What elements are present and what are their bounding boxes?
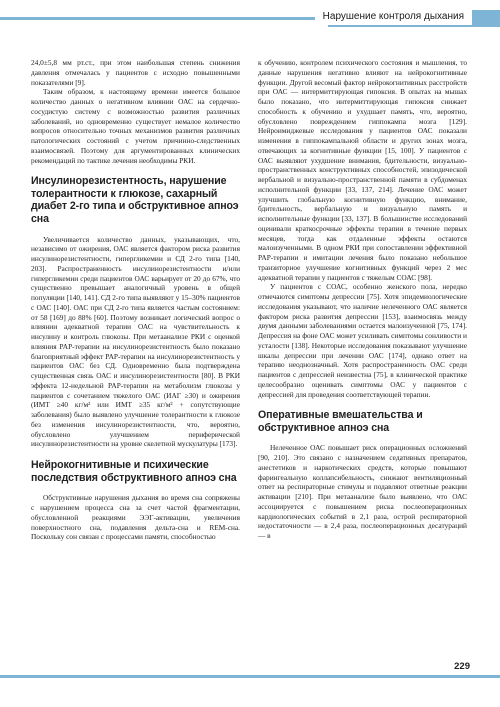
footer-rule (0, 675, 500, 678)
section-heading-surgery: Оперативные вмешательства и обструктивное апноэ сна (258, 409, 423, 434)
paragraph: 24,0±5,8 мм рт.ст., при этом наибольшая степень снижения давления отмечалась у пациентов с исходно повышенными показателями [9]. (31, 58, 240, 87)
paragraph: Нелеченное ОАС повышает риск операционных осложнений [90, 210]. Это связано с назначением седативных препаратов, анестетиков и наркотических средств, которые повышают фарингеальную коллапсибельность, снижают вентиляционный ответ на респираторные стимулы и подавляют ответные реакции активации [210]. При метаанализе было выявлено, что ОАС ассоциируется с повышением риска послеоперационных кардиологических событий в 2,1 раза, острой респираторной недостаточности — в 2,4 раза, послеоперационных десатураций — в (258, 443, 467, 541)
paragraph: Обструктивные нарушения дыхания во время сна сопряжены с нарушением процесса сна за счет частой фрагментации, обусловленной реакциями ЭЭГ-активации, увеличения поверхностного сна, подавления дельта-сна и REM-сна. Поскольку сон связан с процессами памяти, способностью (31, 493, 240, 542)
paragraph: У пациентов с СОАС, особенно женского пола, нередко отмечаются симптомы депрессии [75]. Хотя эпидемиологические исследования указывают, что наличие нелеченного ОАС является фактором риска развития депрессии [153], взаимосвязь между двумя данными заболеваниями остается малоизученной [75, 174]. Депрессия на фоне ОАС может усиливать симптомы сонливости и усталости [138]. Некоторые исследования показывают улучшение шкалы депрессии при лечении ОАС [174], однако ответ на терапию неоднозначный. Хотя распространенность ОАС среди пациентов с депрессией неизвестна [75], в клинической практике целесообразно оценивать симптомы ОАС у пациентов с депрессией для проведения соответствующей терапии. (258, 282, 467, 399)
page-number: 229 (454, 661, 470, 672)
left-column (31, 58, 240, 542)
paragraph: к обучению, контролем психического состояния и мышления, то данные нарушения негативно влияют на нейрокогнитивные функции. Другой весомый фактор нейрокогнитивных расстройств при ОАС — интермиттирующая гипоксия. В опытах на мышах было показано, что интермиттирующая гипоксия снижает способность к обучению и ухудшает память, что, вероятно, обусловлено повреждением гиппокампа мозга [129]. Нейроимиджевые исследования у пациентов ОАС показали изменения в гиппокампальной области и других зонах мозга, отвечающих за когнитивные функции [15, 100]. У пациентов с ОАС выявляют ухудшение внимания, бдительности, визуально-пространственных конструктивных способностей, эпизодической вербальной и визуально-пространственной памяти в субдоменах исполнительной функции [33, 137, 214]. Лечение ОАС может улучшить глобальную когнитивную функцию, внимание, бдительность, вербальную и визуальную память и исполнительные функции [33, 137]. В большинстве исследований оценивали краткосрочные эффекты терапии в течение первых месяцев, тогда как отдаленные эффекты остаются малоизученными. В одном РКИ при сопоставлении эффективной PAP-терапии и имитации лечения было показано небольшое транзиторное улучшение когнитивных функций через 2 мес адекватной терапии у пациентов с тяжелым СОАС [98]. (258, 58, 467, 282)
section-heading-neurocognitive: Нейрокогнитивные и психические последствия обструктивного апноэ сна (31, 459, 237, 484)
paragraph: Увеличивается количество данных, указывающих, что, независимо от ожирения, ОАС является фактором риска развития инсулинорезистентности, гипергликемии и СД 2-го типа [140, 203]. Распространенность инсулинорезистентности и/или гипергликемии среди пациентов ОАС варьирует от 20 до 67%, что существенно превышает аналогичный уровень в общей популяции [140, 141]. СД 2-го типа выявляют у 15–30% пациентов с ОАС [140]. ОАС при СД 2-го типа является частым состоянием: от 58 [169] до 88% [60]. Поэтому возникает логический вопрос о влиянии адекватной терапии ОАС на чувствительность к инсулину и контроль глюкозы. При метаанализе РКИ с оценкой влияния PAP-терапии на инсулинорезистентность было показано благоприятный эффект PAP-терапии на инсулинорезистентность у пациентов ОАС без СД. Одновременно была подтверждена существенная связь ОАС и инсулинорезистентности [80]. В РКИ эффекта 12-недельной PAP-терапии на метаболизм глюкозы у пациентов с сочетанием тяжелого ОАС (ИАГ ≥30) и ожирения (ИМТ ≥40 кг/м² или ИМТ ≥35 кг/м² + сопутствующие заболевания) было выявлено улучшение толерантности к глюкозе без изменения инсулинорезистентности, что, вероятно, обусловлено улучшением периферической инсулинорезистентности на уровне скелетной мускулатуры [173]. (31, 234, 240, 449)
right-column (258, 58, 467, 541)
section-heading-insulin: Инсулинорезистентность, нарушение толерантности к глюкозе, сахарный диабет 2-го типа и обструктивное апноэ сна (31, 175, 239, 226)
paragraph: Таким образом, к настоящему времени имеется большое количество данных о негативном влиянии ОАС на сердечно-сосудистую систему с возможностью развития различных заболеваний, но одновременно существует немалое количество вопросов относительно точных механизмов развития различных патологических состояний с учетом причинно-следственных взаимосвязей. Поэтому для аргументированных клинических рекомендаций по тактике лечения необходимы РКИ. (31, 87, 240, 165)
running-header-title: Нарушение контроля дыхания (315, 8, 472, 25)
